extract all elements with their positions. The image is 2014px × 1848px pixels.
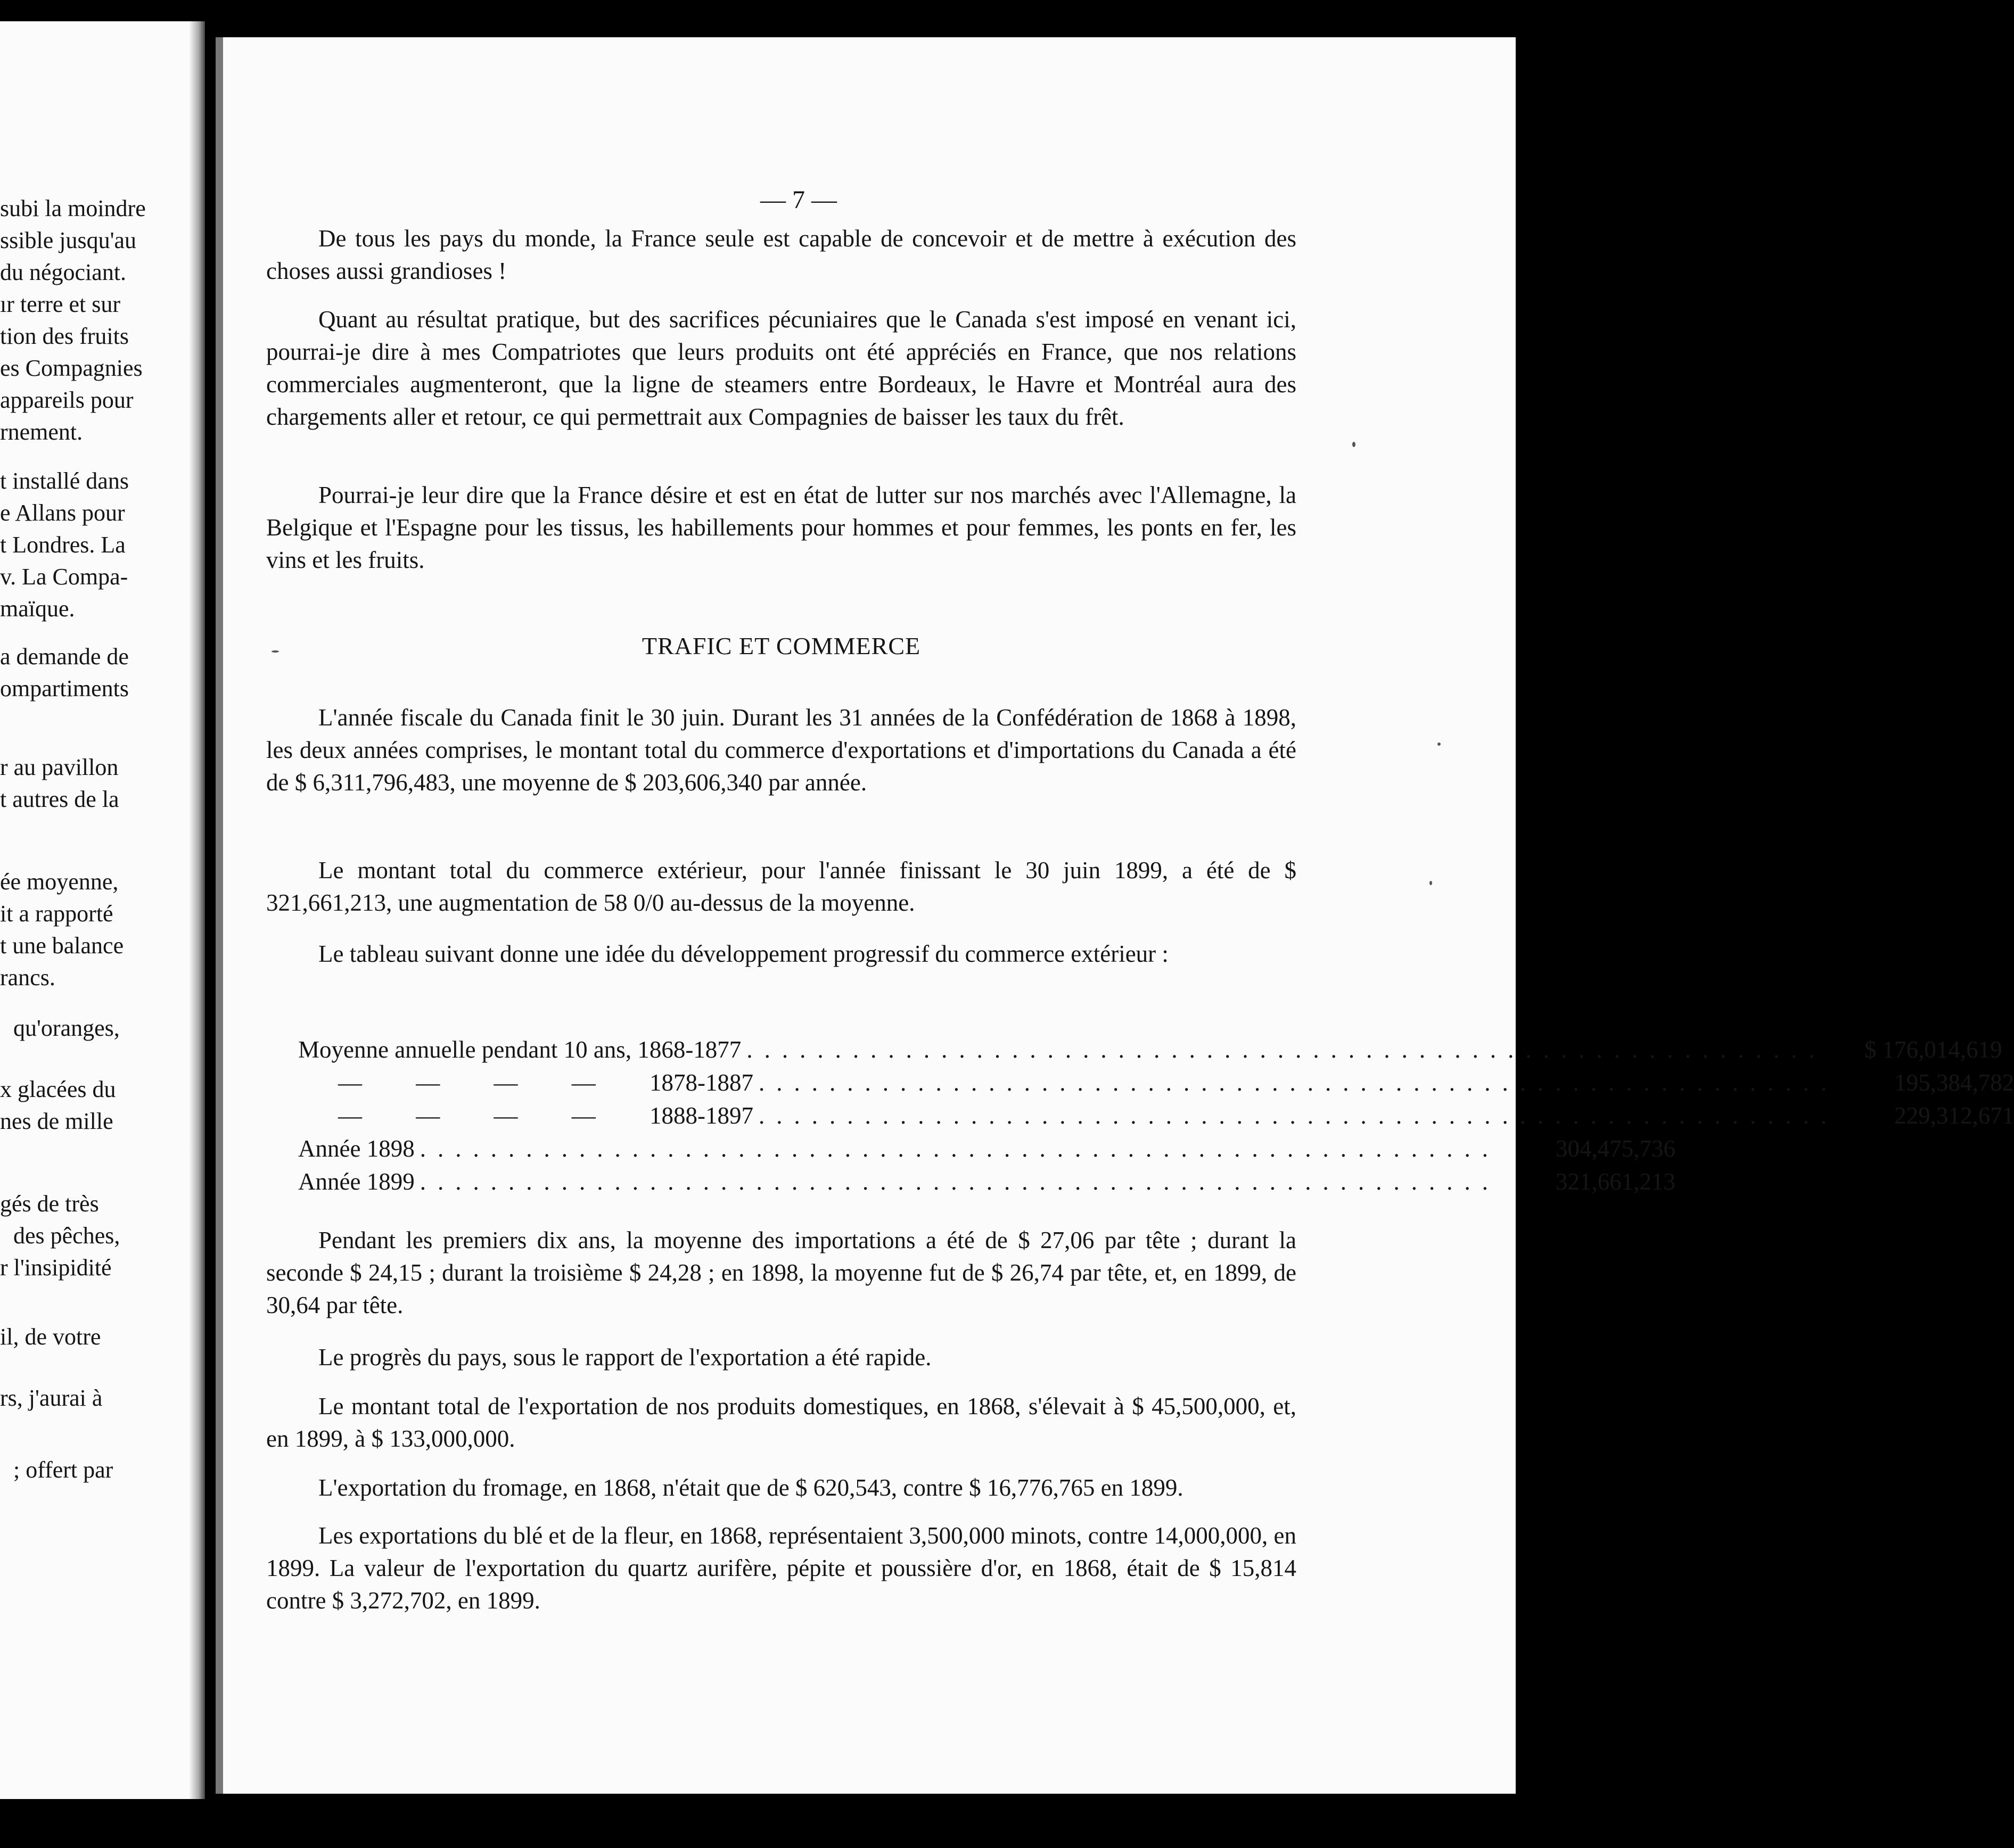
trade-table-label: — — — — 1888-1897 bbox=[338, 1102, 753, 1129]
left-page-line: a demande de bbox=[0, 644, 129, 670]
left-page-line: appareils pour bbox=[0, 387, 134, 413]
left-page-line: rs, j'aurai à bbox=[0, 1385, 103, 1411]
left-page-line: ssible jusqu'au bbox=[0, 227, 137, 253]
left-page-line: rancs. bbox=[0, 964, 55, 991]
trade-table-label: Année 1899 bbox=[298, 1168, 415, 1195]
body-paragraph: Pourrai-je leur dire que la France désire et est en état de lutter sur nos marchés avec l'Allemagne, la Belgique et l'Espagne pour les tissus, les habillements pour hommes et pour femmes, les ponts en fer, les vins et les fruits. bbox=[266, 482, 1296, 573]
left-page-line: tion des fruits bbox=[0, 323, 129, 349]
dot-leader: ............................................................. bbox=[420, 1135, 1500, 1162]
body-paragraph: Quant au résultat pratique, but des sacrifices pécuniaires que le Canada s'est imposé en venant ici, pourrai-je dire à mes Compatriotes que leurs produits ont été appréciés en France, que nos relations commerciales augmenteront, que la ligne de steamers entre Bordeaux, le Havre et Montréal aura des chargements aller et retour, ce qui permettrait aux Compagnies de baisser les taux du frêt. bbox=[266, 306, 1296, 430]
body-paragraph: Le tableau suivant donne une idée du développement progressif du commerce extérieur : bbox=[318, 940, 1169, 967]
body-paragraph: De tous les pays du monde, la France seule est capable de concevoir et de mettre à exécution des choses aussi grandioses ! bbox=[266, 225, 1296, 284]
left-page-line: t installé dans bbox=[0, 468, 129, 494]
left-page-line: ée moyenne, bbox=[0, 869, 119, 895]
page-number: — 7 — bbox=[760, 186, 837, 214]
left-page-line: subi la moindre bbox=[0, 195, 146, 221]
body-paragraph: Pendant les premiers dix ans, la moyenne des importations a été de $ 27,06 par tête ; durant la seconde $ 24,15 ; durant la troisième $ 24,28 ; en 1898, la moyenne fut de $ 26,74 par tête, et, en 1899, de 30,64 par tête. bbox=[266, 1227, 1296, 1318]
body-paragraph: L'année fiscale du Canada finit le 30 juin. Durant les 31 années de la Confédération de 1868 à 1898, les deux années comprises, le montant total du commerce d'exportations et d'importations du Canada a été de $ 6,311,796,483, une moyenne de $ 203,606,340 par année. bbox=[266, 704, 1296, 796]
left-page-line: es Compagnies bbox=[0, 355, 143, 381]
left-page-line: r l'insipidité bbox=[0, 1255, 112, 1281]
trade-table-amount: 321,661,213 bbox=[1555, 1168, 1675, 1195]
left-page-line: gés de très bbox=[0, 1191, 99, 1217]
left-page-line: qu'oranges, bbox=[13, 1015, 120, 1041]
dot-leader: ............................................................. bbox=[759, 1102, 1839, 1129]
left-page-line: t Londres. La bbox=[0, 532, 126, 558]
left-page-line: x glacées du bbox=[0, 1076, 116, 1102]
trade-table-row bbox=[298, 1135, 1675, 1167]
trade-table-amount: $ 176,014,619 bbox=[1864, 1036, 2002, 1063]
section-heading: TRAFIC ET COMMERCE bbox=[642, 632, 921, 659]
left-page-line: it a rapporté bbox=[0, 901, 113, 927]
left-page-line: des pêches, bbox=[13, 1223, 120, 1249]
trade-table-label: Année 1898 bbox=[298, 1135, 415, 1162]
trade-table-row bbox=[298, 1036, 2002, 1068]
left-page-line: e Allans pour bbox=[0, 500, 125, 526]
body-paragraph: L'exportation du fromage, en 1868, n'était que de $ 620,543, contre $ 16,776,765 en 1899. bbox=[318, 1474, 1183, 1501]
trade-table-row bbox=[298, 1069, 2014, 1101]
body-paragraph: Le progrès du pays, sous le rapport de l'exportation a été rapide. bbox=[318, 1344, 932, 1371]
dot-leader: ............................................................. bbox=[420, 1168, 1500, 1195]
left-page-line: t une balance bbox=[0, 933, 124, 959]
left-page-line: nes de mille bbox=[0, 1108, 113, 1134]
scan-speck bbox=[1352, 442, 1355, 447]
left-page-line: ; offert par bbox=[13, 1457, 113, 1483]
body-paragraph: Les exportations du blé et de la fleur, en 1868, représentaient 3,500,000 minots, contre 14,000,000, en 1899. La valeur de l'exportation du quartz aurifère, pépite et poussière d'or, en 1868, était de $ 15,814 contre $ 3,272,702, en 1899. bbox=[266, 1522, 1296, 1614]
left-page-line: il, de votre bbox=[0, 1324, 101, 1350]
scan-speck bbox=[1429, 881, 1432, 885]
left-page-line: du négociant. bbox=[0, 259, 127, 285]
left-page-line: v. La Compa- bbox=[0, 564, 128, 590]
left-page-line: rnement. bbox=[0, 419, 83, 445]
trade-table-row bbox=[298, 1102, 2014, 1134]
body-paragraph: Le montant total de l'exportation de nos produits domestiques, en 1868, s'élevait à $ 45,500,000, et, en 1899, à $ 133,000,000. bbox=[266, 1393, 1296, 1452]
dot-leader: ............................................................. bbox=[759, 1069, 1839, 1096]
scan-speck bbox=[272, 650, 279, 653]
trade-table-label: Moyenne annuelle pendant 10 ans, 1868-1877 bbox=[298, 1036, 742, 1063]
page-gutter-shadow bbox=[189, 21, 205, 1799]
dot-leader: ............................................................. bbox=[746, 1036, 1827, 1063]
left-page-line: maïque. bbox=[0, 596, 75, 622]
left-page-line: ır terre et sur bbox=[0, 291, 120, 317]
trade-table-row bbox=[298, 1168, 1675, 1200]
scan-speck bbox=[1437, 742, 1441, 746]
left-page-line: t autres de la bbox=[0, 786, 119, 812]
left-page bbox=[0, 21, 196, 1799]
trade-table-amount: 304,475,736 bbox=[1555, 1135, 1675, 1162]
left-page-line: ompartiments bbox=[0, 675, 129, 702]
body-paragraph: Le montant total du commerce extérieur, pour l'année finissant le 30 juin 1899, a été de $ 321,661,213, une augmentation de 58 0/0 au-dessus de la moyenne. bbox=[266, 857, 1296, 916]
trade-table-label: — — — — 1878-1887 bbox=[338, 1069, 753, 1096]
left-page-line: r au pavillon bbox=[0, 754, 119, 780]
trade-table-amount: 229,312,671 bbox=[1894, 1102, 2014, 1129]
trade-table-amount: 195,384,782 bbox=[1894, 1069, 2014, 1096]
